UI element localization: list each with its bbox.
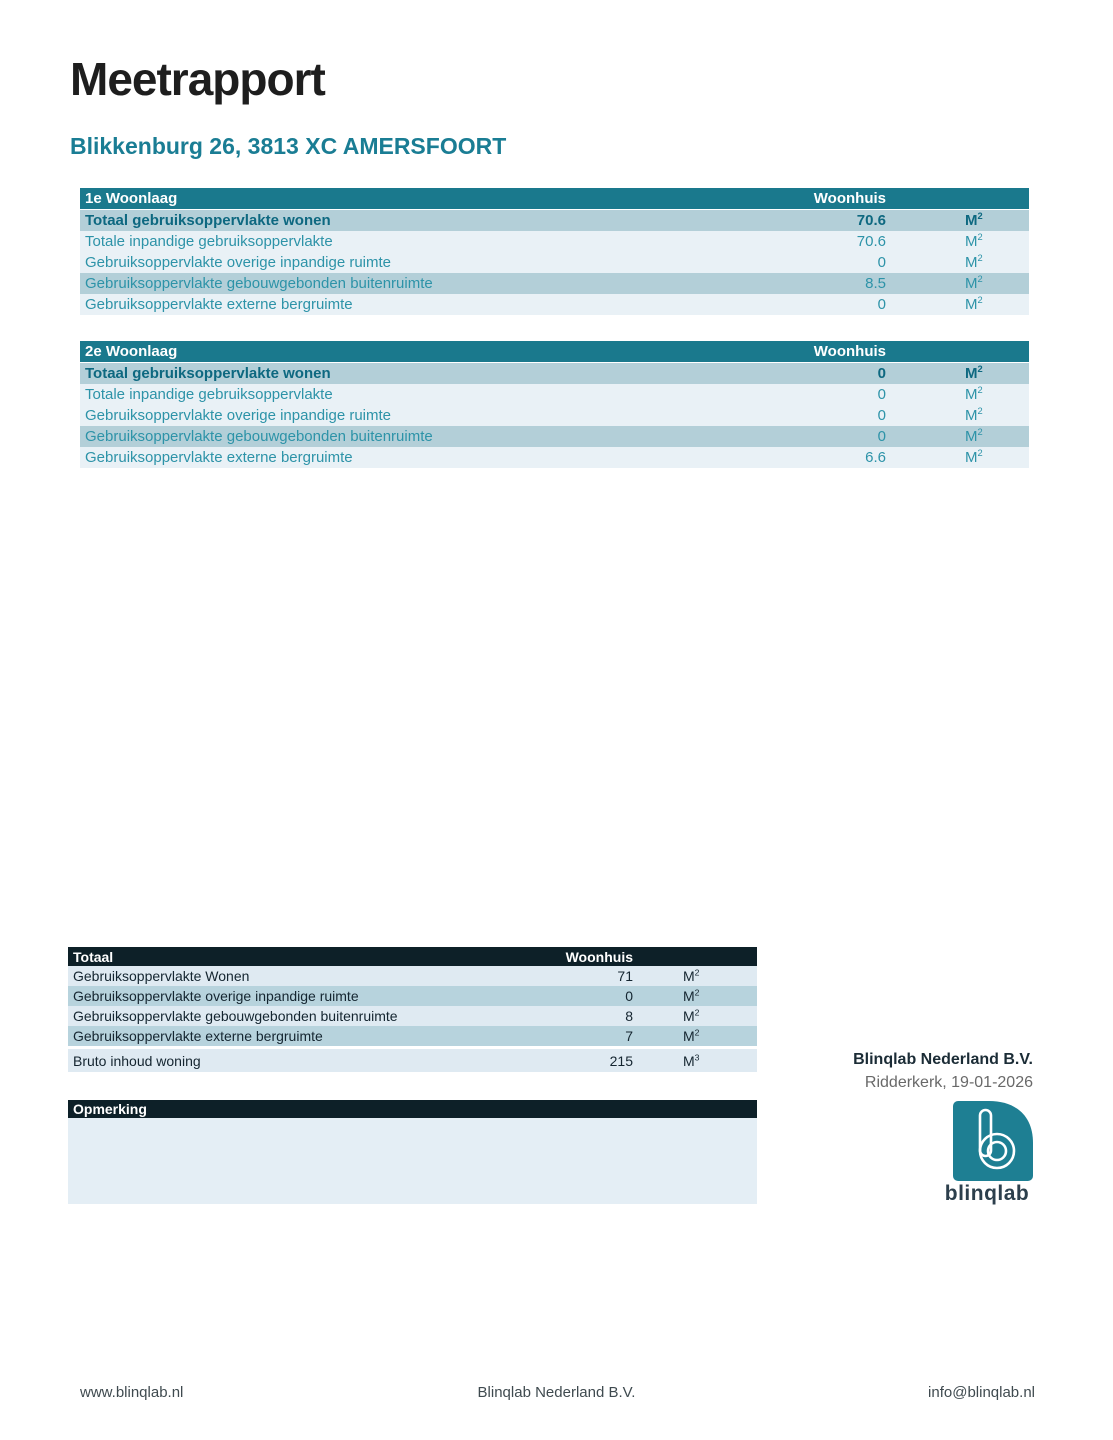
floor2-column-header: Woonhuis: [813, 343, 886, 360]
row-label: Gebruiksoppervlakte externe bergruimte: [85, 296, 353, 313]
footer-email: info@blinqlab.nl: [928, 1384, 1035, 1401]
blinqlab-logo-icon: [953, 1101, 1033, 1181]
table-row: [68, 1049, 757, 1072]
row-label: Bruto inhoud woning: [73, 1052, 201, 1069]
floor1-table-header-row: [80, 188, 1029, 210]
row-value: 0: [877, 428, 886, 445]
row-unit: $M^2$: [965, 385, 983, 403]
footer-company: Blinqlab Nederland B.V.: [477, 1384, 636, 1401]
row-value: 0: [877, 254, 886, 271]
row-label: Gebruiksoppervlakte externe bergruimte: [73, 1028, 323, 1044]
row-unit: $M^2$: [965, 448, 983, 466]
totals-column-header: Woonhuis: [565, 948, 633, 965]
row-unit: $M^2$: [965, 364, 983, 382]
row-unit: $M^2$: [683, 967, 700, 984]
table-row: [68, 986, 757, 1006]
table-row: [80, 426, 1029, 447]
row-unit: $M^2$: [683, 1027, 700, 1044]
floor2-table-title: 2e Woonlaag: [85, 343, 178, 360]
floor2-table: [80, 341, 1029, 468]
table-row: [68, 1026, 757, 1046]
table-row: [68, 1006, 757, 1026]
footer-website: www.blinqlab.nl: [80, 1384, 184, 1401]
row-label: Gebruiksoppervlakte Wonen: [73, 968, 250, 984]
property-address: Blikkenburg 26, 3813 XC AMERSFOORT: [70, 133, 507, 159]
table-row: [80, 447, 1029, 468]
row-value: 0: [877, 365, 886, 382]
floor2-table-header-row: [80, 341, 1029, 363]
row-value: 71: [617, 968, 633, 984]
row-label: Gebruiksoppervlakte overige inpandige ruimte: [85, 254, 392, 271]
floor1-table: [80, 188, 1029, 315]
row-label: Gebruiksoppervlakte overige inpandige ruimte: [85, 407, 392, 424]
remarks-header: Opmerking: [68, 1100, 757, 1118]
floor1-column-header: Woonhuis: [813, 190, 886, 207]
row-unit: $M^2$: [965, 295, 983, 313]
row-value: 7: [625, 1028, 633, 1044]
table-row: [80, 273, 1029, 294]
row-unit: $M^2$: [965, 232, 983, 250]
row-unit: $M^2$: [683, 1007, 700, 1024]
totals-table-title: Totaal: [73, 948, 114, 965]
table-row: [68, 966, 757, 986]
totals-table: [68, 947, 757, 1072]
row-value: 8.5: [865, 275, 886, 292]
table-row: [80, 384, 1029, 405]
row-unit: $M^2$: [965, 253, 983, 271]
row-label: Gebruiksoppervlakte gebouwgebonden buitenruimte: [73, 1008, 398, 1024]
row-label: Gebruiksoppervlakte gebouwgebonden buitenruimte: [85, 428, 433, 445]
row-value: 70.6: [856, 233, 886, 250]
floor1-table-title: 1e Woonlaag: [85, 190, 178, 207]
row-label: Gebruiksoppervlakte externe bergruimte: [85, 449, 353, 466]
row-unit: $M^2$: [965, 274, 983, 292]
row-value: 0: [877, 296, 886, 313]
table-row: [80, 363, 1029, 384]
remarks-section: [68, 1100, 757, 1204]
row-value: 6.6: [865, 449, 886, 466]
table-row: [80, 231, 1029, 252]
row-value: 0: [877, 386, 886, 403]
row-value: 215: [609, 1052, 633, 1069]
signature-company: Blinqlab Nederland B.V.: [853, 1051, 1033, 1068]
row-label: Totale inpandige gebruiksoppervlakte: [85, 386, 333, 403]
row-label: Totale inpandige gebruiksoppervlakte: [85, 233, 333, 250]
table-row: [80, 405, 1029, 426]
row-label: Gebruiksoppervlakte overige inpandige ruimte: [73, 988, 359, 1004]
row-unit: $M^3$: [683, 1051, 700, 1069]
row-value: 0: [877, 407, 886, 424]
blinqlab-logo-wordmark: blinqlab: [944, 1182, 1030, 1205]
table-row: [80, 252, 1029, 273]
table-row: [80, 294, 1029, 315]
row-unit: $M^2$: [683, 987, 700, 1004]
row-label: Totaal gebruiksoppervlakte wonen: [85, 365, 331, 382]
remarks-body: [68, 1118, 757, 1204]
row-value: 8: [625, 1008, 633, 1024]
row-unit: $M^2$: [965, 427, 983, 445]
row-unit: $M^2$: [965, 211, 983, 229]
row-label: Gebruiksoppervlakte gebouwgebonden buitenruimte: [85, 275, 433, 292]
signature-place-date: Ridderkerk, 19-01-2026: [864, 1074, 1033, 1091]
page-title: Meetrapport: [70, 53, 325, 105]
row-value: 70.6: [856, 212, 886, 229]
row-unit: $M^2$: [965, 406, 983, 424]
row-value: 0: [625, 988, 633, 1004]
row-label: Totaal gebruiksoppervlakte wonen: [85, 212, 331, 229]
totals-table-header-row: [68, 947, 757, 966]
table-row: [80, 210, 1029, 231]
signature-block: [773, 1051, 1033, 1206]
